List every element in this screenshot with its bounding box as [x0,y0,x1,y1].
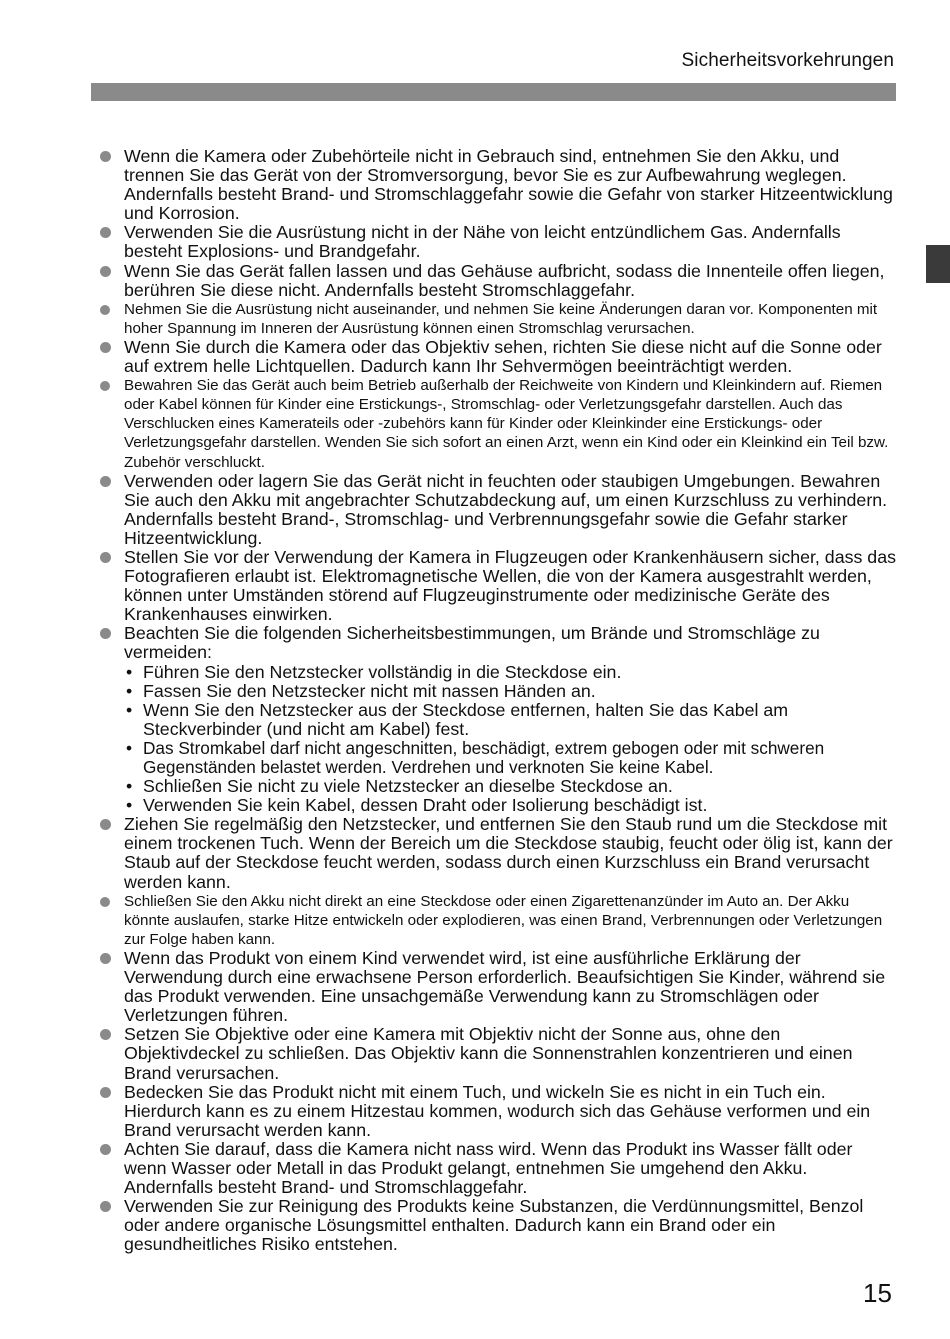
sub-list-item: • Schließen Sie nicht zu viele Netzstecker an dieselbe Steckdose an. [124,777,897,796]
safety-item [97,892,897,949]
bullet-icon [100,1029,111,1040]
sub-list-item: • Wenn Sie den Netzstecker aus der Steckdose entfernen, halten Sie das Kabel am Steckverbinder (und nicht am Kabel) fest. [124,701,897,739]
safety-item [97,815,897,891]
item-text: Beachten Sie die folgenden Sicherheitsbestimmungen, um Brände und Stromschläge zu vermeiden: [124,623,820,663]
item-text: Schließen Sie den Akku nicht direkt an eine Steckdose oder einen Zigarettenanzünder im Auto an. Der Akku könnte auslaufen, starke Hitze entwickeln oder explodieren, was einen Brand, Verbrennungen oder Verletzungen zur Folge haben kann. [124,892,883,948]
safety-item [97,262,897,300]
safety-item [97,1083,897,1140]
bullet-icon [100,628,111,639]
bullet-icon [100,552,111,563]
safety-item [97,548,897,624]
item-text: Ziehen Sie regelmäßig den Netzstecker, und entfernen Sie den Staub rund um die Steckdose mit einem trockenen Tuch. Wenn der Bereich um die Steckdose staubig, feucht oder ölig ist, kann der Staub auf der Steckdose feucht werden, sodass durch einen Kurzschluss ein Brand verursacht werden kann. [124,814,893,892]
safety-item [97,1197,897,1254]
sub-list-item: • Das Stromkabel darf nicht angeschnitten, beschädigt, extrem gebogen oder mit schweren Gegenständen belastet werden. Verdrehen und verknoten Sie keine Kabel. [124,739,897,777]
bullet-icon [100,1201,111,1212]
safety-list [97,147,897,1254]
sub-list [124,663,897,816]
bullet-icon [100,227,111,238]
bullet-icon [100,381,110,391]
safety-item [97,338,897,376]
bullet-icon [100,476,111,487]
item-text: Verwenden Sie die Ausrüstung nicht in der Nähe von leicht entzündlichem Gas. Andernfalls besteht Explosions- und Brandgefahr. [124,222,841,262]
item-text: Achten Sie darauf, dass die Kamera nicht nass wird. Wenn das Produkt ins Wasser fällt oder wenn Wasser oder Metall in das Produkt gelangt, entnehmen Sie umgehend den Akku. Andernfalls besteht Brand- und Stromschlaggefahr. [124,1138,853,1198]
bullet-icon [100,953,111,964]
bullet-icon [100,1087,111,1098]
bullet-icon [100,342,111,353]
sub-list-item: • Fassen Sie den Netzstecker nicht mit nassen Händen an. [124,682,897,701]
header-rule [91,83,896,101]
item-text: Wenn Sie das Gerät fallen lassen und das Gehäuse aufbricht, sodass die Innenteile offen liegen, berühren Sie diese nicht. Andernfalls besteht Stromschlaggefahr. [124,260,885,300]
item-text: Wenn Sie durch die Kamera oder das Objektiv sehen, richten Sie diese nicht auf die Sonne oder auf extrem helle Lichtquellen. Dadurch kann Ihr Sehvermögen beeinträchtigt werden. [124,336,882,377]
item-text: Bedecken Sie das Produkt nicht mit einem Tuch, und wickeln Sie es nicht in ein Tuch ein. Hierdurch kann es zu einem Hitzestau kommen, wodurch sich das Gehäuse verformen und ein Brand verursacht werden kann. [124,1081,871,1140]
bullet-icon [100,897,110,907]
safety-item [97,1025,897,1082]
safety-item [97,223,897,261]
safety-item [97,376,897,471]
item-text: Verwenden Sie zur Reinigung des Produkts keine Substanzen, die Verdünnungsmittel, Benzol oder andere organische Lösungsmittel enthalten. Dadurch kann ein Brand oder ein gesundheitliches Risiko entstehen. [124,1196,864,1255]
safety-item [97,949,897,1025]
item-text: Wenn das Produkt von einem Kind verwendet wird, ist eine ausführliche Erklärung der Verwendung durch eine erwachsene Person erforderlich. Beaufsichtigen Sie Kinder, während sie das Produkt verwenden. Eine unsachgemäße Verwendung kann zu Stromschlägen oder Verletzungen führen. [124,947,886,1026]
safety-item [97,624,897,815]
safety-item [97,472,897,548]
item-text: Verwenden oder lagern Sie das Gerät nicht in feuchten oder staubigen Umgebungen. Bewahren Sie auch den Akku mit angebrachter Schutzabdeckung auf, um einen Kurzschluss zu verhindern. Andernfalls besteht Brand-, Stromschlag- und Verbrennungsgefahr sowie die Gefahr starker Hitzeentwicklung. [124,470,888,548]
sub-list-item: • Verwenden Sie kein Kabel, dessen Draht oder Isolierung beschädigt ist. [124,796,897,815]
safety-item [97,147,897,223]
item-text: Bewahren Sie das Gerät auch beim Betrieb außerhalb der Reichweite von Kindern und Kleinkindern auf. Riemen oder Kabel können für Kinder eine Erstickungs-, Stromschlag- oder Verletzungsgefahr darstellen. Auch das Verschlucken eines Kamerateils oder -zubehörs kann für Kinder oder Kleinkinder eine Erstickungs- oder Verletzungsgefahr darstellen. Wenden Sie sich sofort an einen Arzt, wenn ein Kind oder ein Kleinkind ein Teil bzw. Zubehör verschluckt. [124,377,889,471]
bullet-icon [100,305,110,315]
item-text: Stellen Sie vor der Verwendung der Kamera in Flugzeugen oder Krankenhäusern sicher, dass das Fotografieren erlaubt ist. Elektromagnetische Wellen, die von der Kamera ausgestrahlt werden, können unter Umständen störend auf Flugzeuginstrumente oder medizinische Geräte des Krankenhauses einwirken. [124,546,896,625]
bullet-icon [100,1144,111,1155]
page-number: 15 [863,1278,892,1308]
item-text: Nehmen Sie die Ausrüstung nicht auseinander, und nehmen Sie keine Änderungen daran vor. Komponenten mit hoher Spannung im Inneren der Ausrüstung können einen Stromschlag verursachen. [124,300,878,337]
chapter-tab-marker [926,245,950,283]
running-header: Sicherheitsvorkehrungen [681,50,894,71]
item-text: Wenn die Kamera oder Zubehörteile nicht in Gebrauch sind, entnehmen Sie den Akku, und trennen Sie das Gerät von der Stromversorgung, bevor Sie es zur Aufbewahrung weglegen. Andernfalls besteht Brand- und Stromschlaggefahr sowie die Gefahr von starker Hitzeentwicklung und Korrosion. [124,146,893,224]
bullet-icon [100,151,111,162]
safety-item [97,1140,897,1197]
item-text: Setzen Sie Objektive oder eine Kamera mit Objektiv nicht der Sonne aus, ohne den Objektivdeckel zu schließen. Das Objektiv kann die Sonnenstrahlen konzentrieren und einen Brand verursachen. [124,1024,853,1083]
bullet-icon [100,819,111,830]
safety-item [97,300,897,338]
bullet-icon [100,266,111,277]
sub-list-item: • Führen Sie den Netzstecker vollständig in die Steckdose ein. [124,663,897,682]
